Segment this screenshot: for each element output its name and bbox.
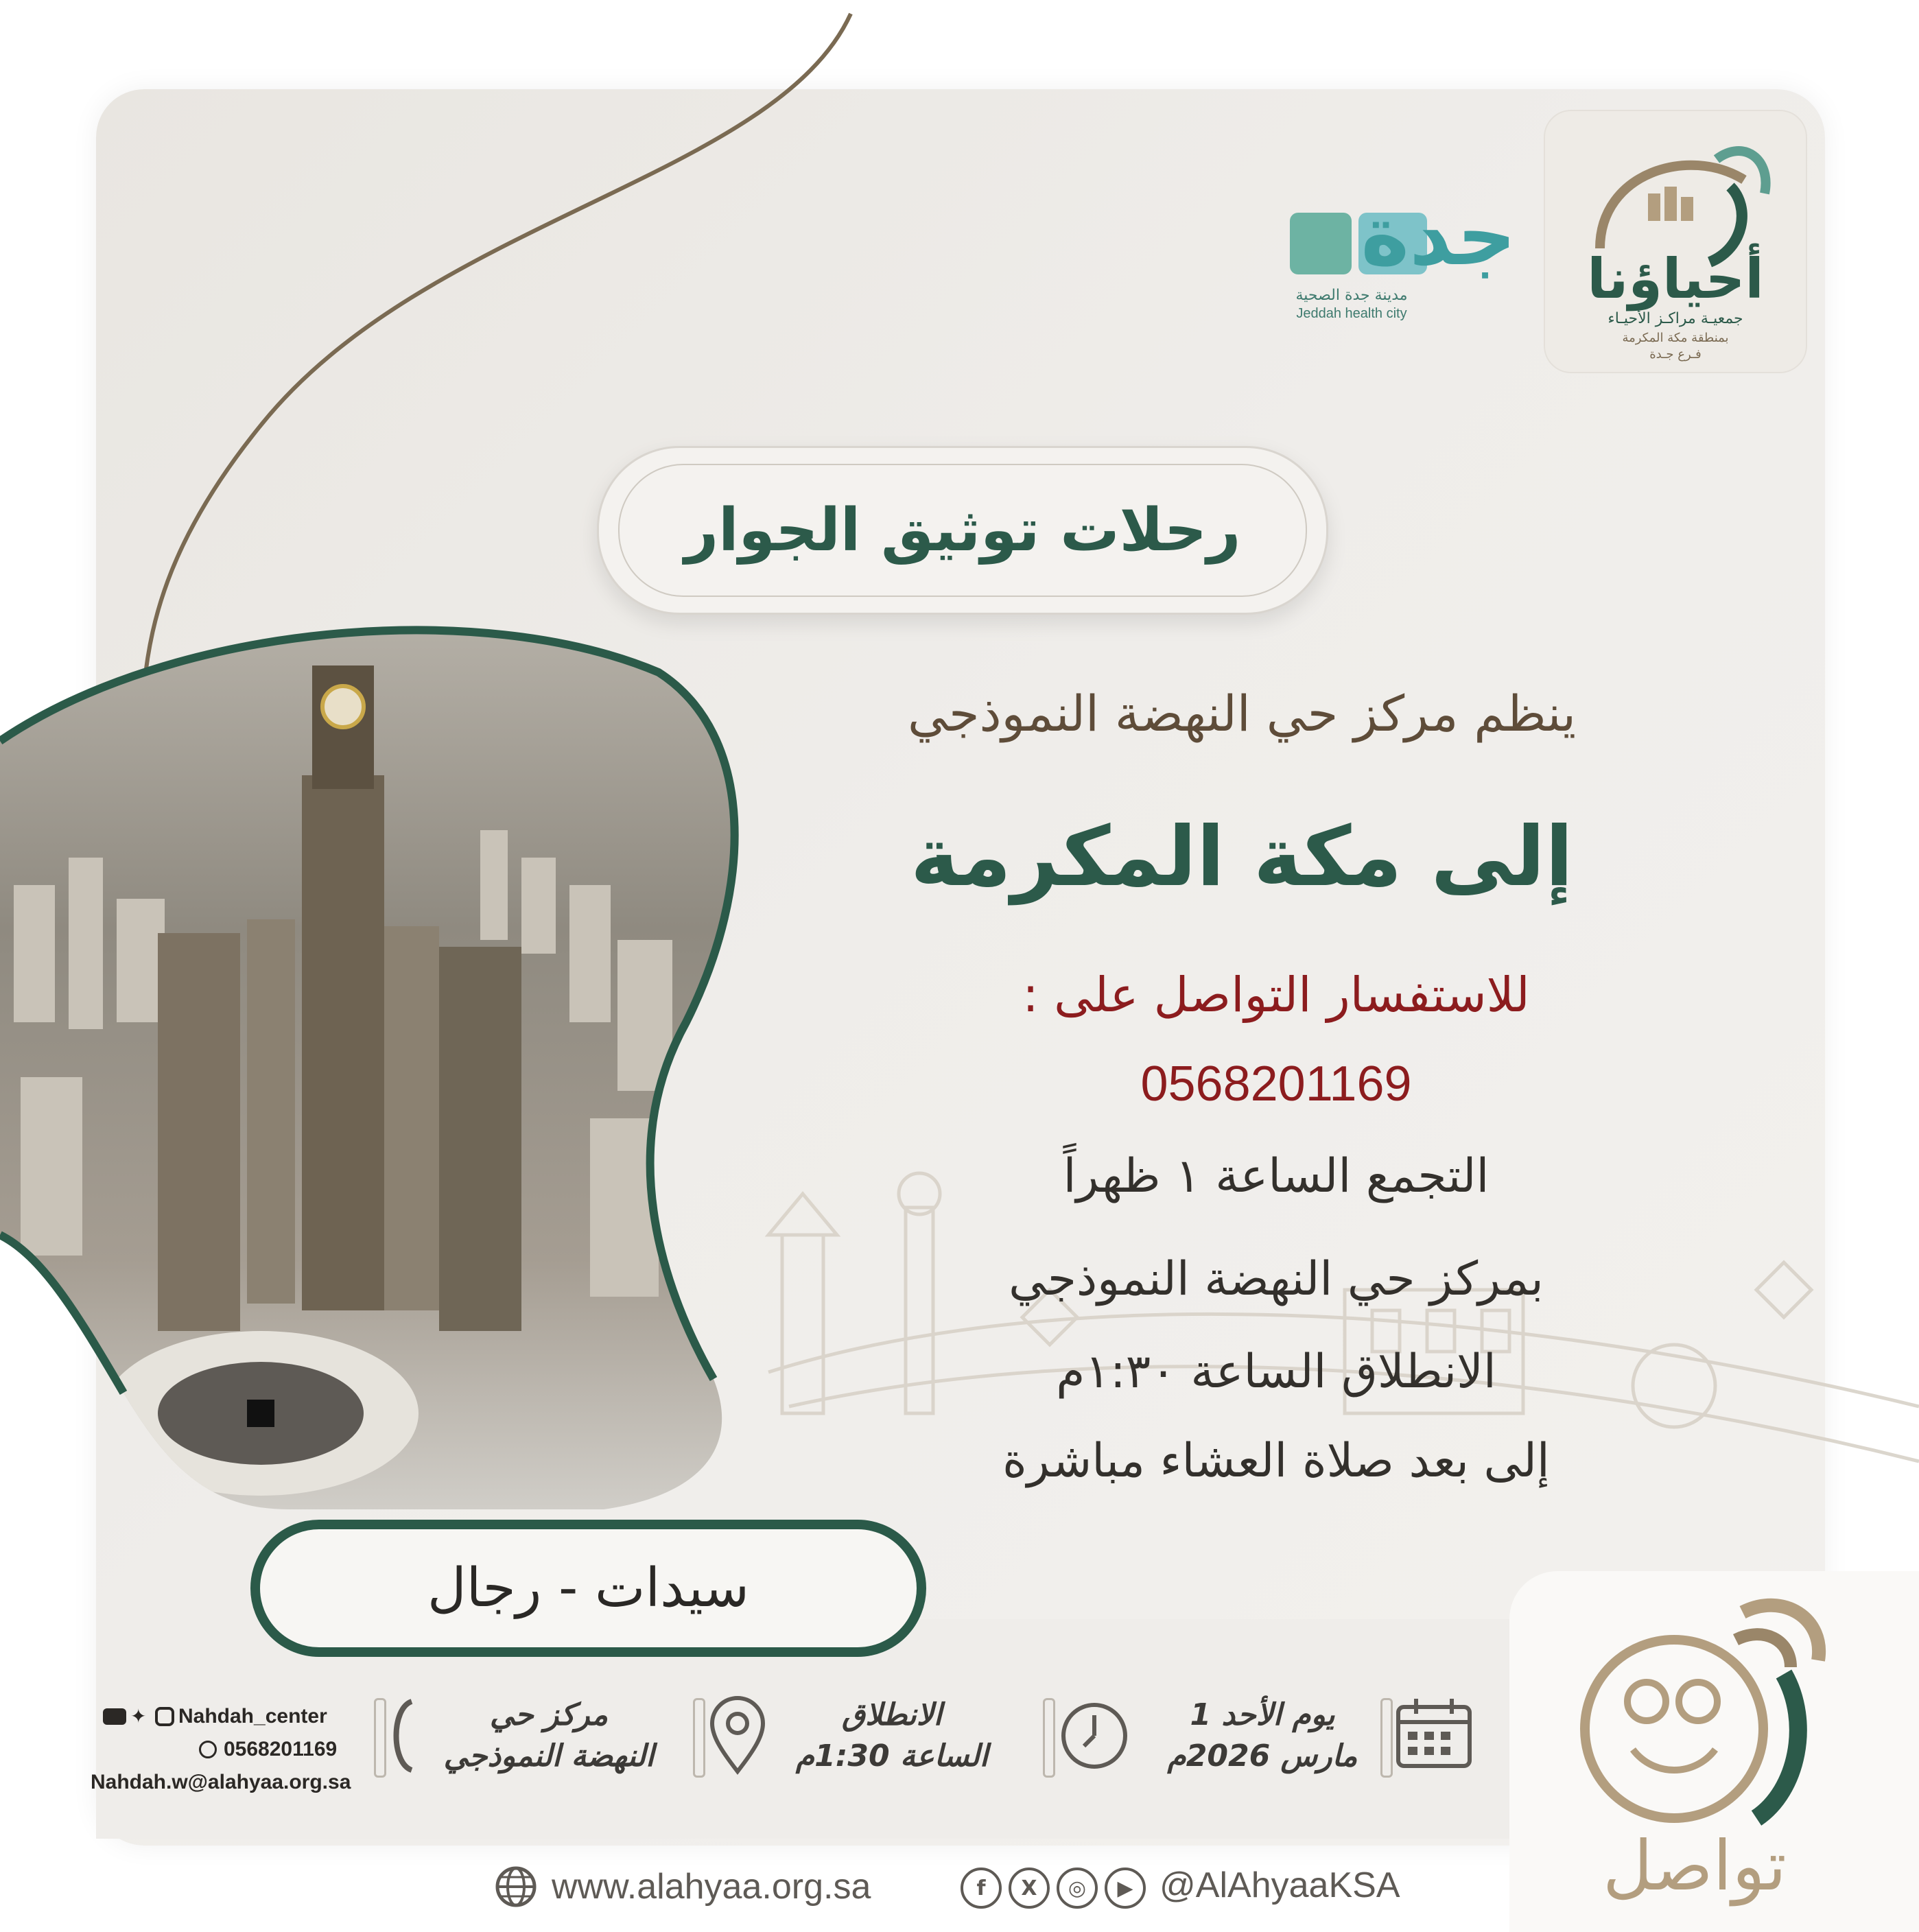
inquiry-phone[interactable]: 0568201169 (1140, 1057, 1412, 1111)
x-icon[interactable]: X (1009, 1868, 1050, 1909)
contact-email[interactable]: Nahdah.w@alahyaa.org.sa (91, 1771, 351, 1793)
destination-heading: إلى مكة المكرمة (910, 810, 1574, 905)
globe-icon (494, 1865, 538, 1909)
ahyaa-logo-line1: جمعيـة مراكـز الأحيـاء (1608, 310, 1743, 327)
inquiry-label: للاستفسار التواصل على : (1022, 967, 1530, 1023)
contact-phone[interactable]: 0568201169 (224, 1738, 338, 1760)
location-pin-icon (707, 1695, 768, 1777)
twitter-icon[interactable]: ✦ (130, 1705, 147, 1728)
leaf-icon (1290, 213, 1352, 274)
separator (693, 1698, 705, 1778)
facebook-icon[interactable]: f (961, 1868, 1002, 1909)
place-line-2: النهضة النموذجي (443, 1739, 655, 1774)
audience-label: سيدات - رجال (427, 1557, 749, 1619)
separator (1043, 1698, 1055, 1778)
clock-icon (1057, 1698, 1132, 1774)
title-pill-inner (618, 464, 1307, 597)
social-handle[interactable]: Nahdah_center (178, 1705, 327, 1728)
phone-small-icon (199, 1741, 217, 1758)
detail-line-1: التجمع الساعة ١ ظهراً (1063, 1149, 1490, 1203)
youtube-icon[interactable] (103, 1708, 126, 1725)
jeddah-logo-name: جدة (1361, 189, 1516, 284)
title-pill (597, 446, 1328, 615)
time-line-2: الساعة 1:30م (795, 1739, 989, 1774)
detail-line-2: بمركز حي النهضة النموذجي (1009, 1252, 1544, 1306)
place-line-1: مركز حي (489, 1697, 609, 1732)
calendar-icon (1393, 1695, 1475, 1770)
contact-block (91, 1705, 377, 1801)
date-line-2: مارس 2026م (1167, 1739, 1358, 1774)
organizer-line: ينظم مركز حي النهضة النموذجي (907, 685, 1577, 742)
separator (1380, 1698, 1393, 1778)
detail-line-4: إلى بعد صلاة العشاء مباشرة (1002, 1434, 1550, 1488)
jeddah-logo-en: Jeddah health city (1296, 306, 1407, 321)
page-title: رحلات توثيق الجوار (684, 496, 1241, 565)
youtube-icon[interactable]: ▶ (1105, 1868, 1146, 1909)
makkah-photo (0, 597, 755, 1544)
footer-website[interactable] (494, 1865, 871, 1909)
tawasol-logo-icon (1537, 1585, 1852, 1832)
website-url[interactable]: www.alahyaa.org.sa (552, 1867, 871, 1907)
jeddah-logo-ar: مدينة جدة الصحية (1295, 287, 1408, 304)
instagram-icon[interactable]: ◎ (1057, 1868, 1098, 1909)
detail-line-3: الانطلاق الساعة ١:٣٠م (1056, 1345, 1496, 1399)
phone-icon (384, 1695, 425, 1777)
footer-social (961, 1865, 1455, 1913)
jeddah-health-logo (1283, 189, 1516, 329)
tawasol-logo-box (1509, 1571, 1919, 1932)
ahyaa-logo-line3: فـرع جـدة (1649, 347, 1702, 362)
ahyaa-logo-name: أحياؤنا (1587, 247, 1764, 311)
ahyaa-logo-box (1544, 110, 1807, 373)
tawasol-logo-name: تواصل (1603, 1826, 1787, 1906)
time-line-1: الانطلاق (841, 1697, 943, 1732)
audience-pill (250, 1520, 926, 1657)
date-line-1: يوم الأحد 1 (1190, 1697, 1335, 1732)
instagram-icon[interactable] (155, 1707, 174, 1726)
footer-handle[interactable]: @AlAhyaaKSA (1159, 1865, 1400, 1905)
ahyaa-logo-line2: بمنطقة مكة المكرمة (1622, 331, 1729, 345)
landmark-lineart (768, 1173, 1919, 1461)
